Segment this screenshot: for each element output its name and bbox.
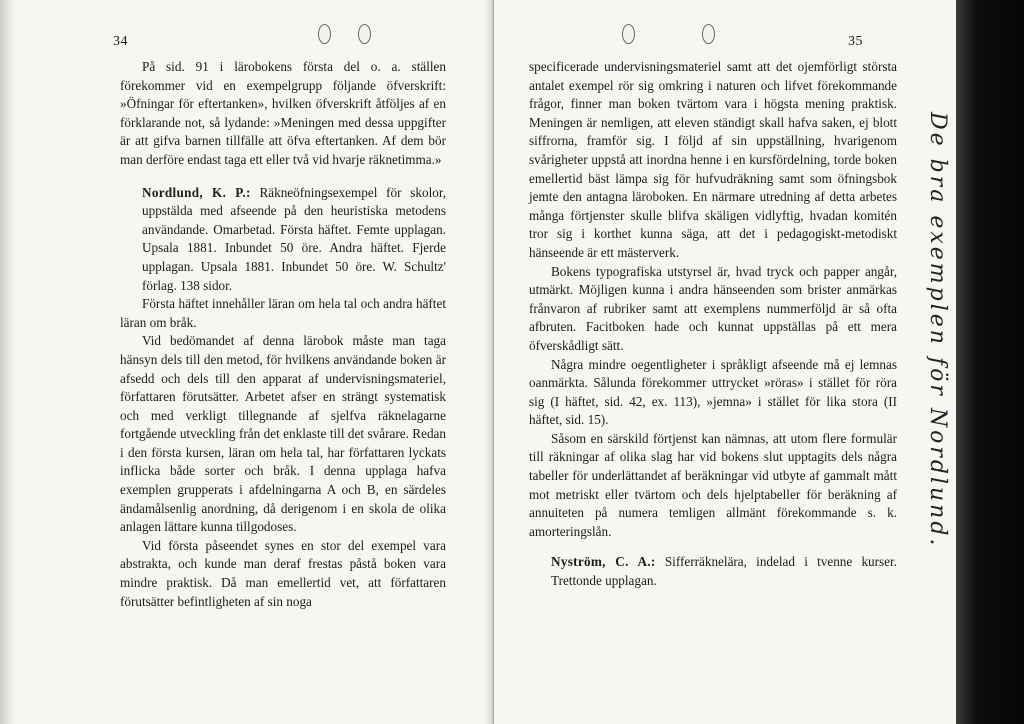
right-page bbox=[494, 0, 956, 724]
bibliographic-entry-nordlund bbox=[142, 184, 446, 296]
scan-dark-edge bbox=[956, 0, 1024, 724]
paragraph: Vid bedömandet af denna lärobok måste man taga hänsyn dels till den metod, för hvilkens användande boken är afsedd och dels till den apparat af undervisningsmateriel, författaren förutsätter. Arbetet afser en strängt systematisk och med verkligt tillegnande af sjelfva räknelagarne fortgående utveckling från det enklaste till det svårare. Redan i den första kursen, läran om hela tal, har författaren lyckats inflicka både sorter och bråk. I denna upplaga hafva exemplen grupperats i afdelningarna A och B, en särdeles ändamålsenlig anordning, då derigenom i en skola de olika anlagen lättare kunna tillgodoses. bbox=[120, 333, 446, 535]
paragraph: Första häftet innehåller läran om hela tal och andra häftet läran om bråk. bbox=[120, 296, 446, 330]
punch-hole bbox=[622, 24, 635, 44]
left-page bbox=[0, 0, 494, 724]
punch-hole bbox=[358, 24, 371, 44]
paragraph-intro: På sid. 91 i lärobokens första del o. a. ställen förekommer vid en exempelgrupp följande öfverskrift: »Öfningar för eftertanken», hvilken öfverskrift åtföljes af en förklarande not, så lydande: »Meningen med dessa uppgifter är att gifva barnen tillfälle att öfva eftertanken. Af dem bör man derföre endast taga ett eller två vid hvarje räknetimma.» bbox=[120, 59, 446, 167]
left-text-block bbox=[120, 58, 446, 611]
paragraph: Vid första påseendet synes en stor del exempel vara abstrakta, och kunde man deraf frestas påstå boken vara mindre praktisk. Då man emellertid vet, att författaren förutsätter befintligheten af sin noga bbox=[120, 537, 446, 609]
paragraph: Bokens typografiska utstyrsel är, hvad tryck och papper angår, utmärkt. Möjligen kunna i andra hänseenden som brister anmärkas frånvaron af rubriker samt att exemplens nummerföljd är så ofta afbruten. Facitboken hade och kunnat uppställas på ett mera öfverskådligt sätt. bbox=[529, 263, 897, 353]
bibliographic-entry-nystrom bbox=[551, 553, 897, 590]
paragraph-continuation: specificerade undervisningsmateriel samt att det ojemförligt största antalet exempel rör sig omkring i naturen och lifvet förekommande frågor, finner man boken tvärtom vara i högsta mening praktisk. Meningen är nemligen, att eleven ständigt skall hafva saken, ej blott siffrorna, framför sig. I följd af sin uppställning, hvarigenom svårigheter uppstå att inordna henne i en kursfördelning, torde boken emellertid bäst lämpa sig för hufvudräkning samt som öfningsbok jemte den antagna läroboken. En närmare utredning af detta arbetes många förtjenster skulle blifva skäligen vidlyftig, hvadan komitén tror sig i korthet kunna säga, att det i pedagogiskt-metodiskt hänseende är ett mästerverk. bbox=[529, 59, 897, 260]
handwritten-margin-note: De bra exemplen för Nordlund. bbox=[925, 112, 950, 549]
page-number-right: 35 bbox=[848, 34, 863, 49]
punch-hole bbox=[318, 24, 331, 44]
entry-body: Sifferräknelära, indelad i tvenne kurser. Trettonde upplagan. bbox=[551, 554, 897, 589]
page-number-left: 34 bbox=[113, 34, 128, 49]
left-page-edge-shadow bbox=[0, 0, 14, 724]
paragraph: Såsom en särskild förtjenst kan nämnas, att utom flere formulär till räkningar af olika slag har vid bokens slut upptagits dels några tabeller för underlättandet af beräkningar vid utbyte af gammalt mått mot metriskt eller tvärtom och dels hjelptabeller för beräkning af annuiteten på numera temligen allmänt förekommande s. k. amorteringslån. bbox=[529, 430, 897, 539]
entry-body: Räkneöfningsexempel för skolor, uppstälda med afseende på den heuristiska metodens användande. Omarbetad. Första häftet. Femte upplagan. Upsala 1881. Inbundet 50 öre. Andra häftet. Fjerde upplagan. Upsala 1881. Inbundet 50 öre. W. Schultz' förlag. 138 sidor. bbox=[142, 184, 447, 293]
paragraph: Några mindre oegentligheter i språkligt afseende må ej lemnas oanmärkta. Sålunda förekommer uttrycket »röras» i stället för röra sig (I häftet, sid. 42, ex. 113), »jemna» i stället för lika stora (II häftet, sid. 15). bbox=[529, 356, 897, 428]
entry-author: Nyström, C. A.: bbox=[551, 554, 656, 570]
right-text-block bbox=[529, 58, 897, 591]
punch-hole bbox=[702, 24, 715, 44]
entry-author: Nordlund, K. P.: bbox=[142, 184, 251, 200]
